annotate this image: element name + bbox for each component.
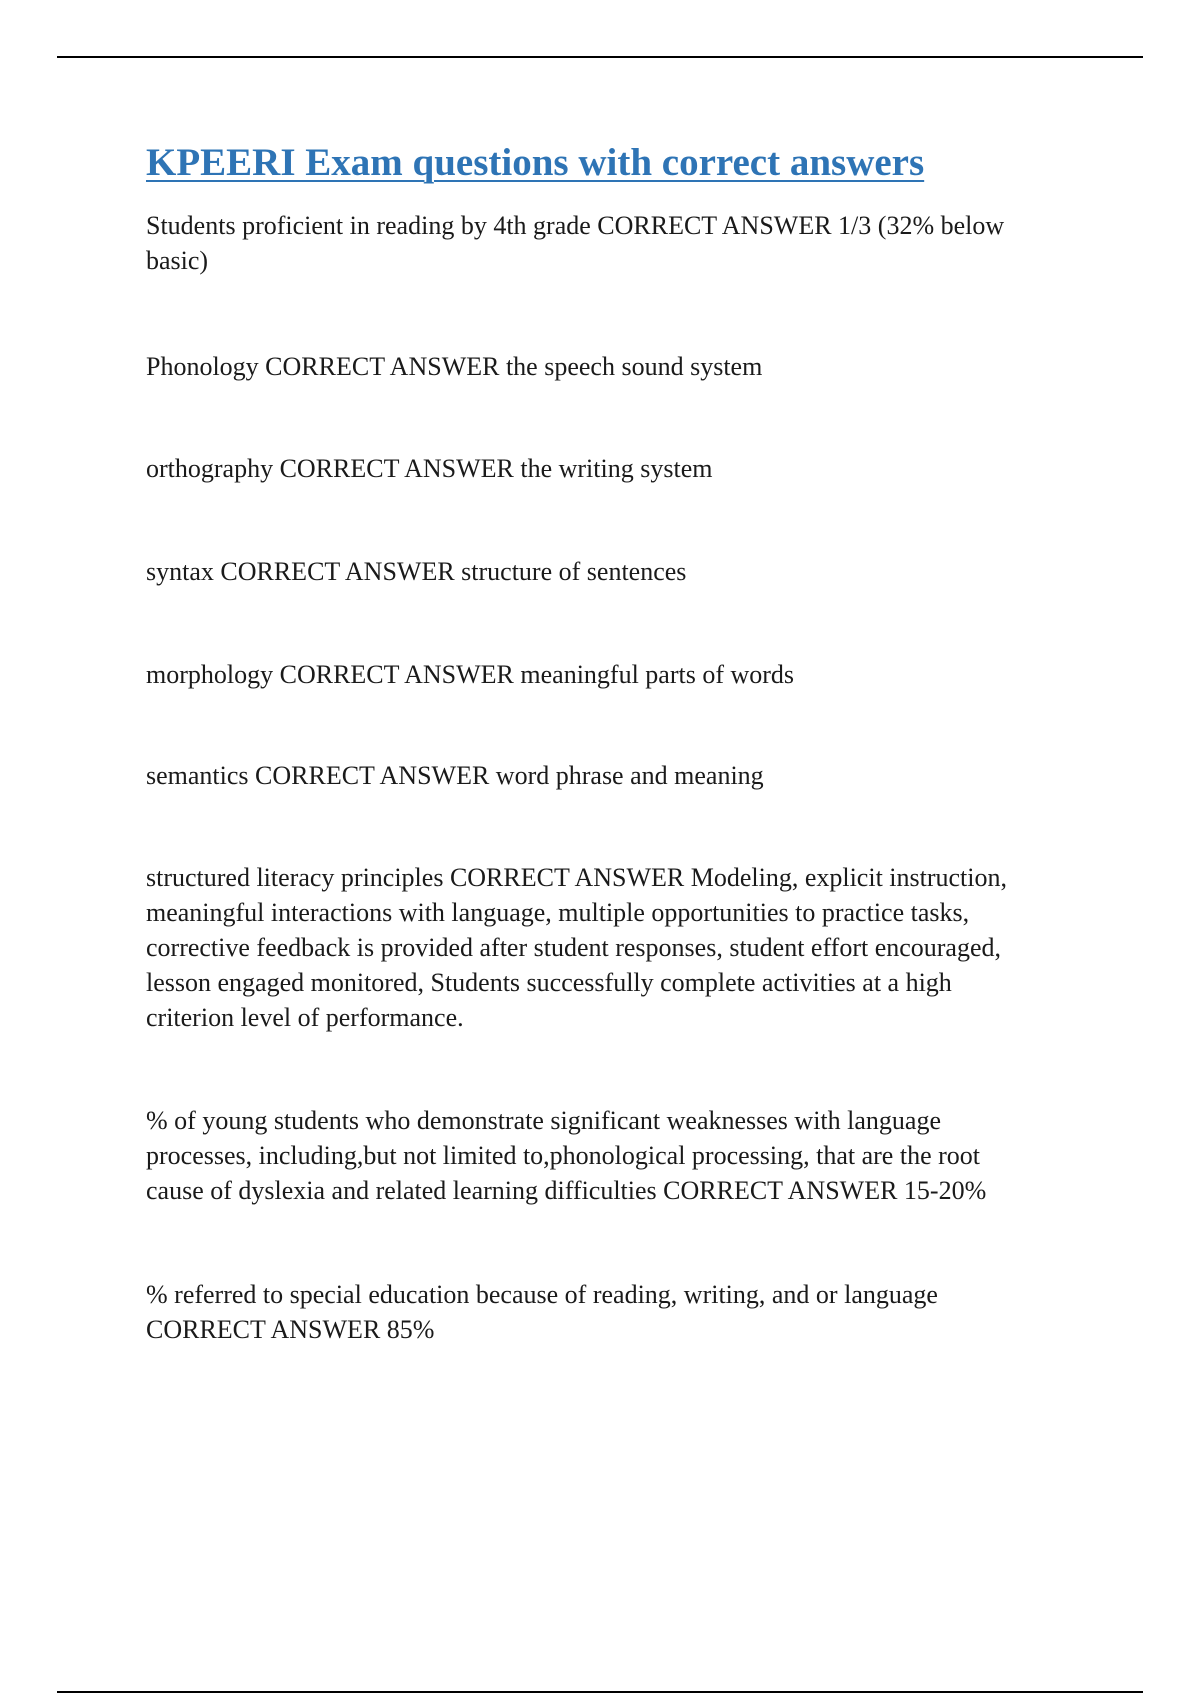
qa-line: cause of dyslexia and related learning difficulties CORRECT ANSWER 15-20% (146, 1176, 987, 1205)
qa-line: basic) (146, 246, 209, 275)
qa-line: % of young students who demonstrate significant weaknesses with language (146, 1106, 941, 1135)
bottom-rule (57, 1691, 1143, 1693)
qa-item (146, 1103, 1096, 1208)
qa-line: CORRECT ANSWER 85% (146, 1315, 435, 1344)
qa-line: corrective feedback is provided after student responses, student effort encouraged, (146, 933, 1002, 962)
top-rule (57, 56, 1143, 58)
qa-line: % referred to special education because of reading, writing, and or language (146, 1280, 938, 1309)
qa-item (146, 349, 1096, 384)
qa-item (146, 758, 1096, 793)
qa-line: criterion level of performance. (146, 1003, 464, 1032)
qa-line: semantics CORRECT ANSWER word phrase and meaning (146, 761, 764, 790)
qa-item (146, 1277, 1096, 1347)
qa-item (146, 451, 1096, 486)
document-title: KPEERI Exam questions with correct answers (146, 141, 925, 184)
qa-item (146, 208, 1096, 278)
qa-line: syntax CORRECT ANSWER structure of sentences (146, 557, 687, 586)
qa-line: morphology CORRECT ANSWER meaningful parts of words (146, 660, 795, 689)
qa-line: processes, including,but not limited to,phonological processing, that are the root (146, 1141, 980, 1170)
qa-line: structured literacy principles CORRECT ANSWER Modeling, explicit instruction, (146, 863, 1008, 892)
qa-line: orthography CORRECT ANSWER the writing system (146, 454, 713, 483)
qa-item (146, 860, 1096, 1035)
qa-item (146, 657, 1096, 692)
qa-line: Phonology CORRECT ANSWER the speech sound system (146, 352, 763, 381)
qa-line: meaningful interactions with language, multiple opportunities to practice tasks, (146, 898, 970, 927)
qa-line: lesson engaged monitored, Students successfully complete activities at a high (146, 968, 952, 997)
qa-line: Students proficient in reading by 4th grade CORRECT ANSWER 1/3 (32% below (146, 211, 1005, 240)
qa-item (146, 554, 1096, 589)
